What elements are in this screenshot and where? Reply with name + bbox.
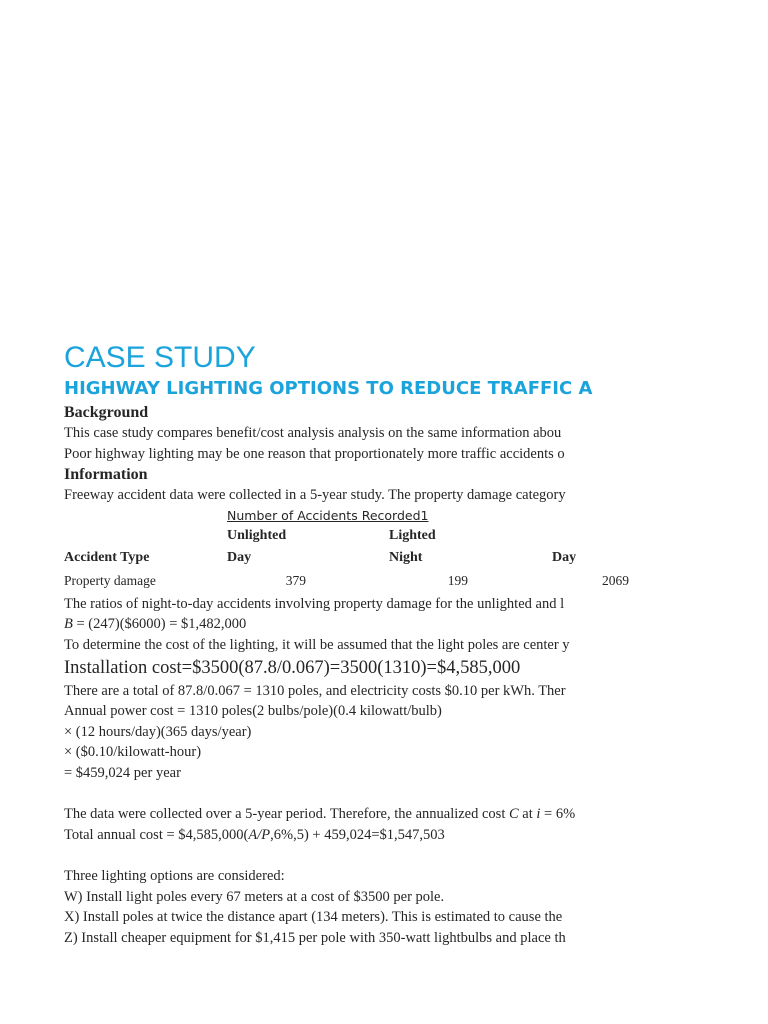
information-heading: Information: [64, 466, 148, 484]
annualized-text: The data were collected over a 5-year period. Therefore, the annualized cost: [64, 806, 509, 823]
option-w-line: W) Install light poles every 67 meters at a cost of $3500 per pole.: [64, 888, 445, 905]
options-intro-line: Three lighting options are considered:: [64, 867, 285, 884]
accidents-table: [64, 506, 633, 594]
header-day-lighted: Day: [552, 549, 577, 565]
background-line-2: Poor highway lighting may be one reason that proportionately more traffic accidents o: [64, 445, 565, 462]
spacer: [64, 845, 633, 866]
total-text: Total annual cost = $4,585,000(: [64, 826, 249, 843]
annualized-c: C: [508, 806, 519, 823]
case-study-content: [64, 340, 633, 948]
header-accident-type: Accident Type: [64, 549, 150, 565]
benefit-symbol: B: [64, 616, 73, 633]
header-lighted: Lighted: [389, 527, 436, 543]
information-intro: Freeway accident data were collected in a 5-year study. The property damage category: [64, 487, 566, 504]
poles-line: There are a total of 87.8/0.067 = 1310 poles, and electricity costs $0.10 per kWh. Ther: [64, 682, 566, 699]
table-row-lighted-day: 2069: [602, 572, 629, 588]
total-ap: A/P: [248, 826, 271, 843]
annualized-at: at: [518, 806, 537, 823]
power-line-3: × ($0.10/kilowatt-hour): [64, 744, 202, 761]
annualized-rate: = 6%: [540, 806, 576, 823]
power-line-2: × (12 hours/day)(365 days/year): [64, 723, 252, 740]
benefit-value: = (247)($6000) = $1,482,000: [72, 616, 247, 633]
table-row-type: Property damage: [64, 572, 156, 588]
table-row-unlighted-day: 379: [285, 572, 306, 588]
case-study-subtitle: HIGHWAY LIGHTING OPTIONS TO REDUCE TRAFFIC A: [64, 378, 593, 399]
option-z-line: Z) Install cheaper equipment for $1,415 per pole with 350-watt lightbulbs and place th: [64, 929, 566, 946]
header-night: Night: [389, 549, 423, 565]
installation-cost-line: Installation cost=$3500(87.8/0.067)=3500(1310)=$4,585,000: [64, 657, 521, 678]
cost-intro-line: To determine the cost of the lighting, it will be assumed that the light poles are center y: [64, 636, 570, 653]
page-title: CASE STUDY: [64, 341, 256, 374]
annualized-i: i: [536, 806, 541, 823]
table-row-unlighted-night: 199: [447, 572, 468, 588]
header-unlighted: Unlighted: [227, 527, 287, 543]
spacer: [64, 784, 633, 805]
header-day: Day: [227, 549, 252, 565]
total-rest: ,6%,5) + 459,024=$1,547,503: [270, 826, 445, 843]
background-line-1: This case study compares benefit/cost analysis analysis on the same information abou: [64, 425, 562, 441]
total-annual-cost-line: [64, 825, 633, 846]
benefit-line: [64, 614, 633, 635]
background-heading: Background: [64, 404, 149, 421]
ratios-line: The ratios of night-to-day accidents involving property damage for the unlighted and l: [64, 595, 565, 612]
power-line-4: = $459,024 per year: [64, 764, 181, 781]
annualized-line: [64, 804, 633, 825]
table-caption-link[interactable]: Number of Accidents Recorded1: [227, 507, 429, 523]
power-line-1: Annual power cost = 1310 poles(2 bulbs/pole)(0.4 kilowatt/bulb): [64, 703, 442, 720]
option-x-line: X) Install poles at twice the distance apart (134 meters). This is estimated to cause the: [64, 909, 563, 926]
